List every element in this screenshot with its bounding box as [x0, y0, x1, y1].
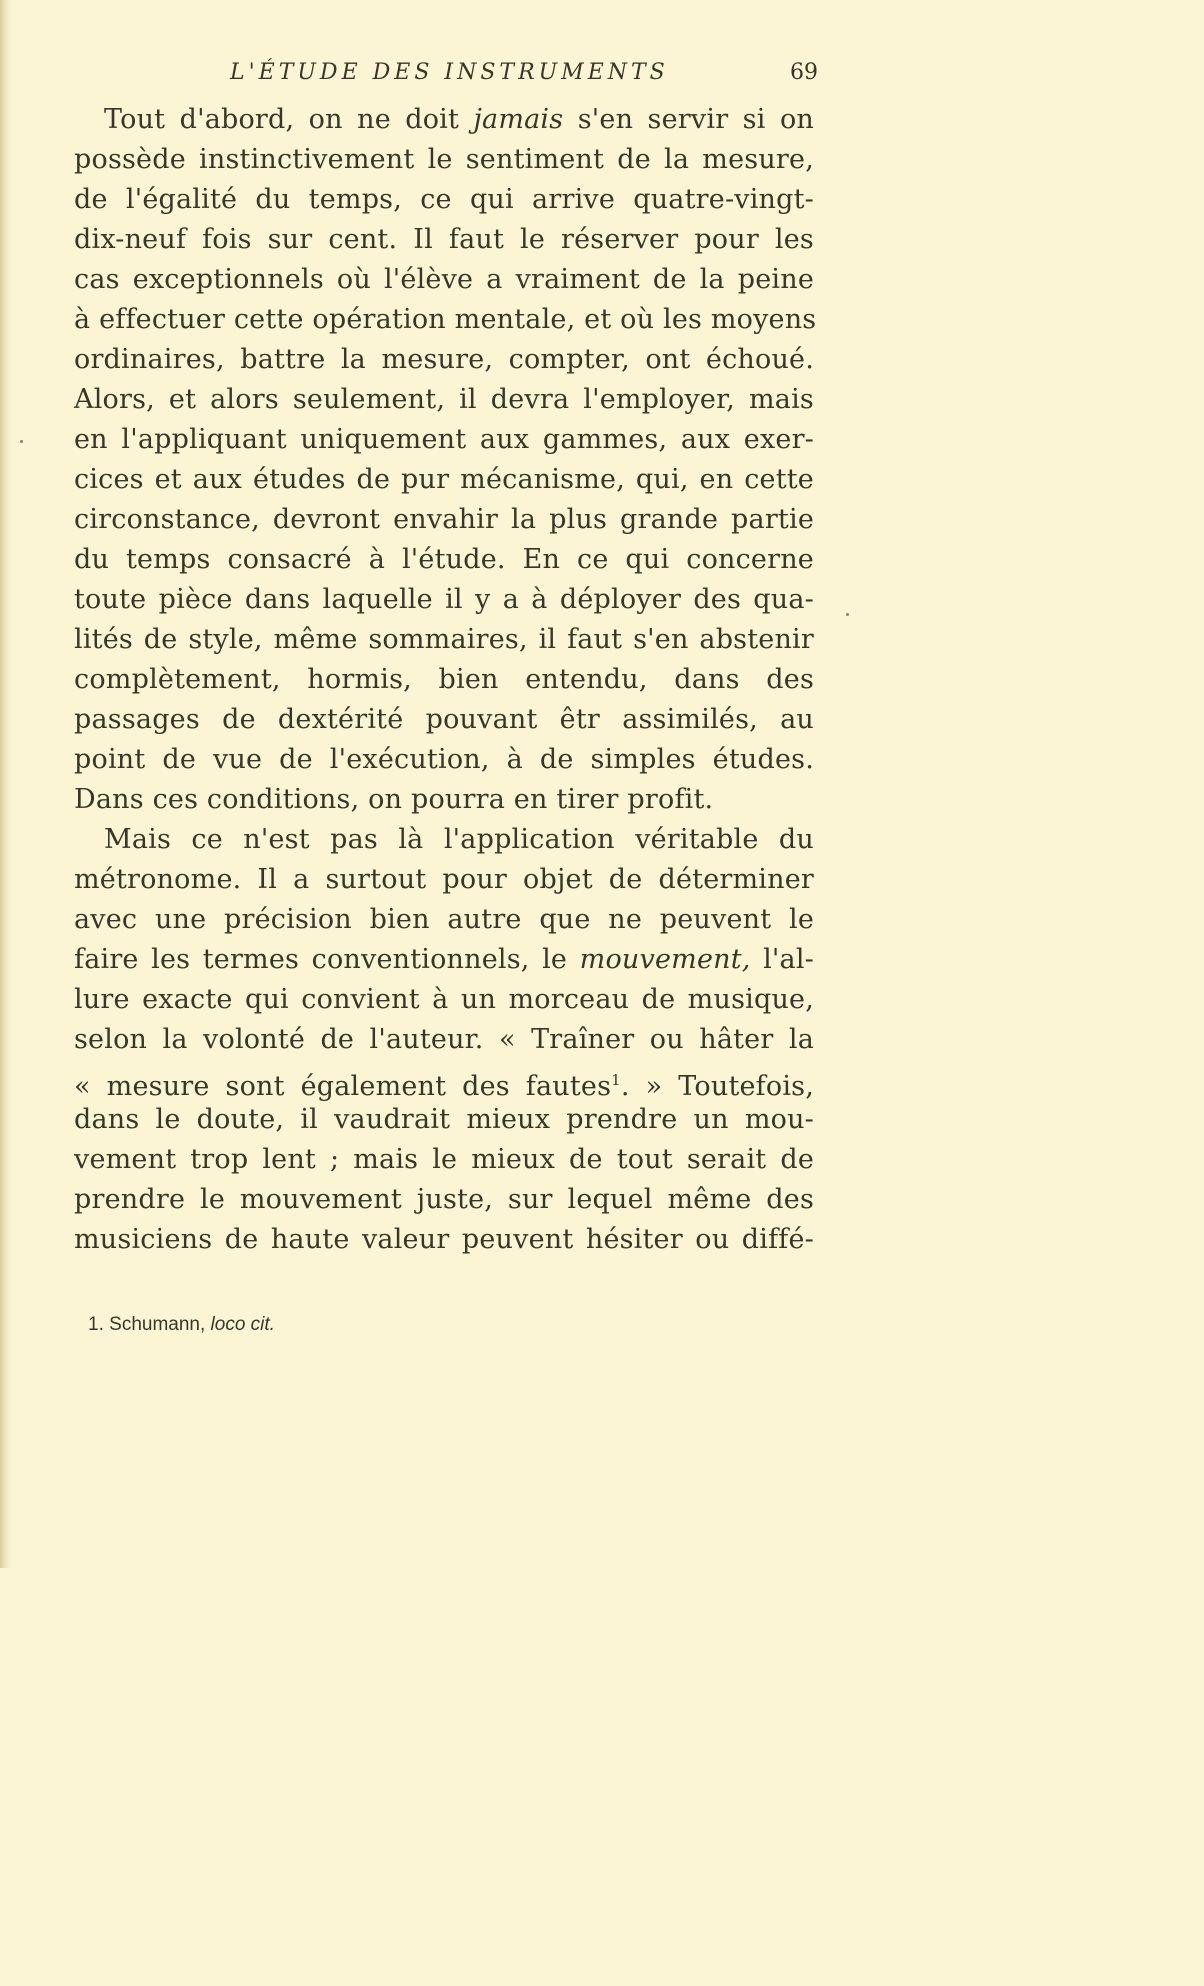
text-line: « mesure sont également des fautes$^1$. » Toutefois,: [74, 1071, 814, 1102]
paragraph: [74, 100, 817, 820]
text-line: musiciens de haute valeur peuvent hésiter ou diffé-: [74, 1224, 814, 1255]
text-line: selon la volonté de l'auteur. « Traîner ou hâter la: [74, 1024, 814, 1055]
running-header: [230, 60, 818, 90]
running-title: L'ÉTUDE DES INSTRUMENTS: [230, 60, 669, 85]
footnote-marker: 1: [611, 1071, 621, 1089]
footnote-author: Schumann,: [109, 1314, 206, 1335]
paragraph: [74, 820, 814, 1260]
page-binding-edge: [0, 0, 12, 1568]
text-line: possède instinctivement le sentiment de la mesure,: [74, 144, 814, 175]
text-line: prendre le mouvement juste, sur lequel même des: [74, 1184, 814, 1215]
text-line: cas exceptionnels où l'élève a vraiment de la peine: [74, 264, 814, 295]
text-line: Mais ce n'est pas là l'application véritable du: [104, 824, 814, 855]
footnote: [88, 1314, 275, 1336]
text-line: complètement, hormis, bien entendu, dans des: [74, 664, 814, 695]
text-line: en l'appliquant uniquement aux gammes, aux exer-: [74, 424, 814, 455]
text-line: métronome. Il a surtout pour objet de déterminer: [74, 864, 814, 895]
emphasis: jamais: [473, 104, 564, 135]
paper-speck: [20, 440, 23, 443]
text-line: lités de style, même sommaires, il faut s'en abstenir: [74, 624, 814, 655]
text-line: toute pièce dans laquelle il y a à déployer des qua-: [74, 584, 814, 615]
text-line: passages de dextérité pouvant êtr assimilés, au: [74, 704, 814, 735]
emphasis: mouvement,: [579, 944, 751, 975]
paper-speck: [846, 613, 849, 616]
text-line: Tout d'abord, on ne doit jamais s'en servir si on: [104, 104, 814, 135]
footnote-reference: loco cit.: [210, 1314, 275, 1335]
text-line: dix-neuf fois sur cent. Il faut le réserver pour les: [74, 224, 814, 255]
text-line: Alors, et alors seulement, il devra l'employer, mais: [74, 384, 814, 415]
text-line: avec une précision bien autre que ne peuvent le: [74, 904, 814, 935]
text-line: point de vue de l'exécution, à de simples études.: [74, 744, 814, 775]
text-line: vement trop lent ; mais le mieux de tout serait de: [74, 1144, 814, 1175]
text-line: ordinaires, battre la mesure, compter, ont échoué.: [74, 344, 814, 375]
text-line: faire les termes conventionnels, le mouvement, l'al-: [74, 944, 814, 975]
text-line: de l'égalité du temps, ce qui arrive quatre-vingt-: [74, 184, 814, 215]
text-line: du temps consacré à l'étude. En ce qui concerne: [74, 544, 814, 575]
page-number: 69: [790, 60, 818, 85]
text-line: dans le doute, il vaudrait mieux prendre un mou-: [74, 1104, 814, 1135]
footnote-number: 1.: [88, 1314, 104, 1335]
text-line: cices et aux études de pur mécanisme, qui, en cette: [74, 464, 814, 495]
text-line: à effectuer cette opération mentale, et où les moyens: [74, 304, 817, 335]
text-line: circonstance, devront envahir la plus grande partie: [74, 504, 814, 535]
text-line: lure exacte qui convient à un morceau de musique,: [74, 984, 814, 1015]
text-line: Dans ces conditions, on pourra en tirer profit.: [74, 784, 714, 815]
page-body: [74, 100, 817, 1260]
